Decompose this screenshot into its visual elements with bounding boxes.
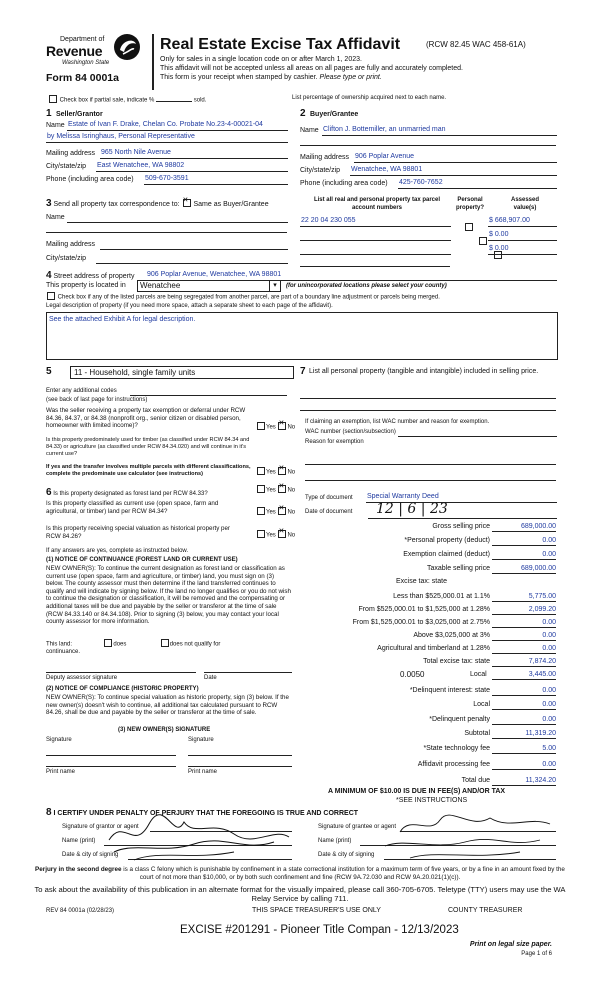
section3-name[interactable] [67,212,288,223]
personal-checkbox-2[interactable] [479,237,487,245]
buyer-mailing[interactable]: 906 Poplar Avenue [354,152,557,163]
seller-exemption-yes[interactable] [257,422,265,430]
section3-city-label: City/state/zip [46,255,87,262]
historic-question: Is this property receiving special valuation as historical property per RCW 84.26? [46,525,230,540]
county-treasurer: COUNTY TREASURER [448,907,523,914]
legal-description: See the attached Exhibit A for legal description. [49,316,196,323]
logo-revenue: Revenue [46,43,103,59]
buyer-city-label: City/state/zip [300,167,341,174]
seller-mailing[interactable]: 965 North Nile Avenue [100,148,288,159]
final-value-3[interactable]: 0.00 [492,715,556,725]
doc-type[interactable]: Special Warranty Deed [366,492,557,503]
personal-col-header: Personal property? [455,197,484,211]
owner-print-label-2: Print name [188,769,218,775]
grantor-name-label: Name (print) [62,838,96,844]
buyer-phone[interactable]: 425-760-7652 [398,178,557,189]
exemption-label: If claiming an exemption, list WAC number and reason for exemption. [305,419,490,425]
final-label-4: Subtotal [464,730,490,737]
forest-answer: Yes ✕ No [256,486,295,494]
use-code-value: 11 - Household, single family units [74,368,196,377]
final-value-6[interactable]: 0.00 [492,760,556,770]
timber-yes[interactable] [257,467,265,475]
continuance-label: continuance. [46,649,81,655]
bracket-value-4[interactable]: 0.00 [492,631,556,641]
historic-no[interactable] [278,530,286,538]
treasurer-only: THIS SPACE TREASURER'S USE ONLY [252,907,381,914]
section8-certify: 8 I CERTIFY UNDER PENALTY OF PERJURY THAT THE FOREGOING IS TRUE AND CORRECT [46,807,359,818]
header-line-3: This form is your receipt when stamped by cashier. Please type or print. [160,74,382,81]
timber-no[interactable] [278,467,286,475]
segregated-checkbox[interactable] [47,292,55,300]
excise-state-label: Excise tax: state [396,578,447,585]
seller-name-line2[interactable]: by Melissa Isringhaus, Personal Representative [46,132,288,143]
buyer-city[interactable]: Wenatchee, WA 98801 [350,165,557,176]
grantor-sig-label: Signature of grantor or agent [62,824,139,830]
final-value-total[interactable]: 11,324.20 [492,776,556,786]
owner-sig-label-1: Signature [46,737,72,743]
personal-checkbox-1[interactable] [465,223,473,231]
tax-value-exemption[interactable]: 0.00 [492,550,556,560]
final-label-2: Local [473,701,490,708]
deputy-sig-label: Deputy assessor signature [46,675,118,681]
logo-state: Washington State [62,60,110,66]
notice1-body: NEW OWNER(S): To continue the current designation as forest land or classification as current use (open space, farm and agriculture, or timber) land, you must sign on (3) below. The county assessor must then determine if the land transferred continues to qualify and will indicate by signing below. If the land no longer qualifies or you do not wish to continue the designation or classification, it will be removed and the compensating or additional taxes will be due and payable by the seller or transferor at the time of sale (RCW 84.33.140 or 84.34.108). Prior to signing (3) below, you may contact your local county assessor for more information. [46,565,291,626]
excise-stamp: EXCISE #201291 - Pioneer Title Compan - 12/13/2023 [180,924,459,936]
located-note: (for unincorporated locations please select your county) [286,283,447,289]
partial-sale-checkbox[interactable] [49,95,57,103]
local-label: Local [470,671,487,678]
doc-type-label: Type of document [305,495,353,501]
segregated-row: Check box if any of the listed parcels are being segregated from another parcel, are part of a boundary line adjustment or parcels being merged. [46,293,440,301]
seller-phone-label: Phone (including area code) [46,176,134,183]
assessed-row-2[interactable]: $ 0.00 [488,230,557,241]
alt-format-note: To ask about the availability of this publication in an alternate format for the visually impaired, please call 360-705-6705. Teletype (TTY) users may use the WA Relay Service by calling 711. [34,885,566,903]
bracket-label-2: From $525,000.01 to $1,525,000 at 1.28% [358,606,490,613]
section3-mailing-label: Mailing address [46,241,96,248]
grantee-date-label: Date & city of signing [318,852,375,858]
grantee-signature-icon [380,810,556,862]
use-code-select[interactable] [70,366,294,379]
reason-label: Reason for exemption [305,439,364,445]
bracket-value-total[interactable]: 7,874.20 [492,657,556,667]
bracket-label-total: Total excise tax: state [423,658,490,665]
seller-city-label: City/state/zip [46,163,87,170]
land-does-not-checkbox[interactable] [161,639,169,647]
wac-field[interactable] [398,426,557,437]
grantee-name-label: Name (print) [318,838,352,844]
dor-swirl-icon [112,32,142,62]
parcel-row-2[interactable] [300,230,451,241]
owner-print-label-1: Print name [46,769,76,775]
forest-question: 6 Is this property designated as forest land per RCW 84.33? [46,487,208,498]
additional-codes-label: Enter any additional codes [46,388,117,394]
legal-label: Legal description of property (if you need more space, attach a separate sheet to each page of the affidavit). [46,303,333,309]
this-land-row: This land: does does not qualify for [46,640,220,648]
partial-sale-row: Check box if partial sale, indicate % sold. [48,96,206,104]
form-title: Real Estate Excise Tax Affidavit [160,36,401,53]
tax-label-gross: Gross selling price [432,523,490,530]
final-label-5: *State technology fee [423,745,490,752]
bracket-value-3[interactable]: 0.00 [492,618,556,628]
section5-num: 5 [46,366,52,377]
located-label: This property is located in [46,282,126,289]
final-label-total: Total due [461,777,490,784]
local-value[interactable]: 3,445.00 [492,670,556,680]
header-line-2: This affidavit will not be accepted unless all areas on all pages are fully and accurately completed. [160,65,463,72]
logo-dept-of: Department of [60,36,105,43]
timber-question-note: If yes and the transfer involves multiple parcels with different classifications, complete the predominate use calculator (see instructions) [46,464,251,477]
personal-property-label: List all personal property (tangible and intangible) included in selling price. [309,368,539,375]
bracket-value-2[interactable]: 2,099.20 [492,605,556,615]
parcel-row-3[interactable] [300,244,451,255]
final-value-2[interactable]: 0.00 [492,700,556,710]
final-value-4[interactable]: 11,319.20 [492,729,556,739]
see-instructions-note: *SEE INSTRUCTIONS [396,797,468,804]
current-use-no[interactable] [278,507,286,515]
timber-answer: Yes ✕ No [256,468,295,476]
seller-name-line1[interactable]: Estate of Ivan F. Drake, Chelan Co. Probate No.23-4-00021-04 [67,120,288,131]
notice1-title: (1) NOTICE OF CONTINUANCE (FOREST LAND OR CURRENT USE) [46,557,238,563]
wac-label: WAC number (section/subsection) [305,429,396,435]
parcel-row-1[interactable]: 22 20 04 230 055 [300,216,451,227]
final-label-6: Affidavit processing fee [417,761,490,768]
notice2-title: (2) NOTICE OF COMPLIANCE (HISTORIC PROPERTY) [46,686,199,692]
bracket-value-5[interactable]: 0.00 [492,644,556,654]
assessed-col-header: Assessed value(s) [510,197,540,211]
final-label-1: *Delinquent interest: state [409,687,490,694]
seller-name-label: Name [46,122,65,129]
section2-num: 2 [300,108,306,119]
final-label-3: *Delinquent penalty [429,716,490,723]
buyer-name[interactable]: Clifton J. Bottemiller, an unmarried man [322,125,557,136]
bracket-label-4: Above $3,025,000 at 3% [413,632,490,639]
tax-label-personal: *Personal property (deduct) [404,537,490,544]
historic-answer: Yes ✕ No [256,531,295,539]
tax-value-taxable[interactable]: 689,000.00 [492,564,556,574]
see-back-note: (see back of last page for instructions) [46,397,148,403]
section1-num: 1 [46,108,52,119]
form-rcw: (RCW 82.45 WAC 458-61A) [426,40,526,49]
local-rate: 0.0050 [400,670,425,679]
grantor-date-label: Date & city of signing [62,852,119,858]
seller-exemption-answer: Yes ✕ No [256,423,295,431]
buyer-mailing-label: Mailing address [300,154,350,161]
legal-description-field[interactable] [46,312,558,360]
if-yes-note: If any answers are yes, complete as instructed below. [46,548,189,554]
page-number: Page 1 of 6 [521,951,552,957]
bracket-label-1: Less than $525,000.01 at 1.1% [393,593,490,600]
forest-no[interactable] [278,485,286,493]
final-value-1[interactable]: 0.00 [492,686,556,696]
bracket-value-1[interactable]: 5,775.00 [492,592,556,602]
minimum-note: A MINIMUM OF $10.00 IS DUE IN FEE(S) AND/OR TAX [328,788,506,795]
owner-sig-label-2: Signature [188,737,214,743]
tax-value-gross[interactable]: 689,000.00 [492,522,556,532]
new-owner-sig-heading: (3) NEW OWNER(S) SIGNATURE [118,727,211,733]
section3-name-label: Name [46,214,65,221]
header-line-1: Only for sales in a single location code on or after March 1, 2023. [160,56,362,63]
pct-ownership-note: List percentage of ownership acquired next to each name. [292,95,447,101]
current-use-question: Is this property classified as current use (open space, farm and agricultural, or timber) land per RCW 84.34? [46,500,219,515]
current-use-answer: Yes ✕ No [256,508,295,516]
form-number: Form 84 0001a [46,72,119,84]
timber-question: Is this property predominately used for timber (as classified under RCW 84.34 and 84.33) or agriculture (as classified under RCW 84.34.020) and will continue in it's current use? [46,437,250,457]
section3-row: 3 Send all property tax correspondence to: ✕ Same as Buyer/Grantee [46,198,269,209]
tax-label-exemption: Exemption claimed (deduct) [403,551,490,558]
doc-date-handwritten: 12 | 6 | 23 [376,501,448,517]
grantee-sig-label: Signature of grantee or agent [318,824,397,830]
land-does-checkbox[interactable] [104,639,112,647]
additional-codes-field[interactable] [130,385,287,396]
forest-yes[interactable] [257,485,265,493]
seller-exemption-no[interactable] [278,422,286,430]
deputy-date-label: Date [204,675,217,681]
bracket-label-5: Agricultural and timberland at 1.28% [377,645,490,652]
chevron-down-icon[interactable]: ▾ [269,281,280,291]
notice2-body: NEW OWNER(S): To continue special valuation as historic property, sign (3) below. If the new owner(s) doesn't wish to continue, all additional tax calculated pursuant to RCW 84.26, shall be due and payable by the seller or transferor at the time of sale. [46,694,289,717]
tax-value-personal[interactable]: 0.00 [492,536,556,546]
seller-city[interactable]: East Wenatchee, WA 98802 [96,161,288,172]
assessed-row-3[interactable]: $ 0.00 [488,244,557,255]
perjury-note: Perjury in the second degree is a class C felony which is punishable by confinement in a state correctional institution for a maximum term of five years, or by a fine in an amount fixed by the court of not more than $10,000, or by both such confinement and fine (RCW 9A.72.030 and RCW 9A.20.021(1)(c)). [35,866,565,881]
tax-label-taxable: Taxable selling price [426,565,490,572]
section3-city[interactable] [96,253,288,264]
seller-mailing-label: Mailing address [46,150,96,157]
parcel-col-header: List all real and personal property tax parcel account numbers [313,197,441,211]
current-use-yes[interactable] [257,507,265,515]
section3-mailing[interactable] [100,239,288,250]
seller-heading: Seller/Grantor [56,111,103,118]
buyer-name-label: Name [300,127,319,134]
buyer-phone-label: Phone (including area code) [300,180,388,187]
doc-date-label: Date of document [305,509,353,515]
property-street[interactable]: 906 Poplar Avenue, Wenatchee, WA 98801 [146,270,557,281]
assessed-row-1[interactable]: $ 668,907.00 [488,216,557,227]
seller-phone[interactable]: 509-670-3591 [144,174,288,185]
buyer-heading: Buyer/Grantee [310,111,359,118]
historic-yes[interactable] [257,530,265,538]
section7-num: 7 [300,366,306,377]
location-select[interactable] [137,280,281,292]
rev-number: REV 84 0001a (02/28/23) [46,908,115,914]
location-value: Wenatchee [140,281,181,290]
final-value-5[interactable]: 5.00 [492,744,556,754]
seller-exemption-question: Was the seller receiving a property tax exemption or deferral under RCW 84.36, 84.37, or 84.38 (nonprofit org., senior citizen or disabled person, homeowner with limited income)? [46,407,246,430]
grantor-signature-icon [104,812,294,862]
same-as-buyer-checkbox[interactable] [183,199,191,207]
bracket-label-3: From $1,525,000.01 to $3,025,000 at 2.75% [352,619,490,626]
legal-paper-note: Print on legal size paper. [469,941,552,948]
section4-street-row: 4 Street address of property [46,270,135,281]
